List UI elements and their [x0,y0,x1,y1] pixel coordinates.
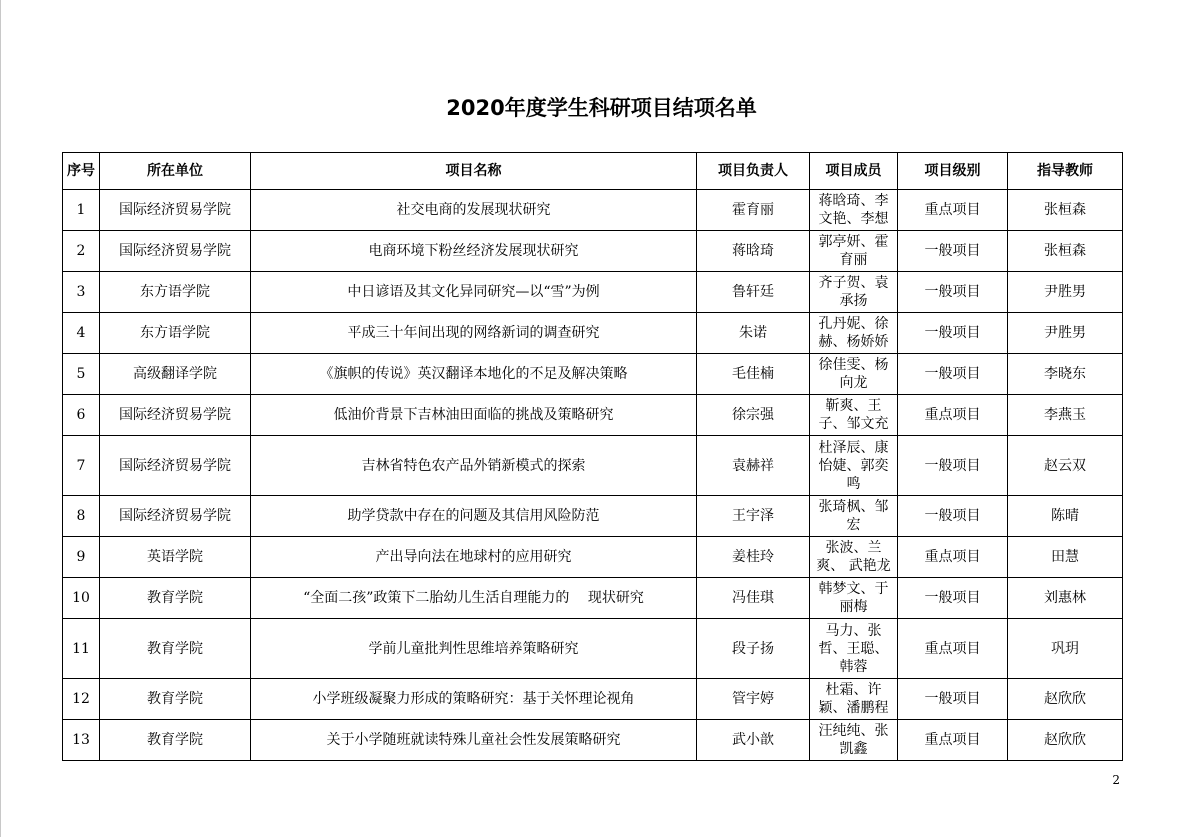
row-leader: 霍育丽 [697,190,810,231]
row-unit: 英语学院 [100,537,251,578]
row-number: 2 [63,231,100,272]
row-members: 汪纯纯、张凯鑫 [810,720,898,761]
table-row [63,395,1123,436]
row-project-name: 小学班级凝聚力形成的策略研究：基于关怀理论视角 [251,679,697,720]
row-number: 3 [63,272,100,313]
table-row [63,354,1123,395]
row-unit: 教育学院 [100,720,251,761]
row-unit: 国际经济贸易学院 [100,496,251,537]
row-members: 徐佳雯、杨向龙 [810,354,898,395]
table-row [63,619,1123,679]
row-members: 郭亭妍、霍育丽 [810,231,898,272]
row-leader: 毛佳楠 [697,354,810,395]
row-leader: 朱诺 [697,313,810,354]
row-unit: 高级翻译学院 [100,354,251,395]
table-row [63,720,1123,761]
row-leader: 鲁轩廷 [697,272,810,313]
row-members: 韩梦文、于丽梅 [810,578,898,619]
row-unit: 国际经济贸易学院 [100,436,251,496]
row-unit: 国际经济贸易学院 [100,395,251,436]
row-level: 一般项目 [898,578,1008,619]
row-project-name: 产出导向法在地球村的应用研究 [251,537,697,578]
row-members: 马力、张哲、王聪、韩蓉 [810,619,898,679]
row-number: 1 [63,190,100,231]
row-advisor: 李燕玉 [1008,395,1123,436]
row-level: 一般项目 [898,313,1008,354]
table-row [63,537,1123,578]
row-level: 一般项目 [898,231,1008,272]
row-number: 4 [63,313,100,354]
row-number: 8 [63,496,100,537]
row-unit: 教育学院 [100,679,251,720]
page-edge [0,0,1,837]
row-unit: 教育学院 [100,578,251,619]
row-advisor: 赵欣欣 [1008,679,1123,720]
row-project-name: 社交电商的发展现状研究 [251,190,697,231]
row-project-name: 《旗帜的传说》英汉翻译本地化的不足及解决策略 [251,354,697,395]
row-advisor: 李晓东 [1008,354,1123,395]
row-level: 一般项目 [898,436,1008,496]
row-leader: 管宇婷 [697,679,810,720]
header-project-name: 项目名称 [251,153,697,190]
row-project-name: “全面二孩”政策下二胎幼儿生活自理能力的 现状研究 [251,578,697,619]
row-level: 重点项目 [898,190,1008,231]
row-unit: 国际经济贸易学院 [100,231,251,272]
row-advisor: 赵欣欣 [1008,720,1123,761]
row-number: 11 [63,619,100,679]
row-project-name: 关于小学随班就读特殊儿童社会性发展策略研究 [251,720,697,761]
table-row [63,436,1123,496]
row-advisor: 巩玥 [1008,619,1123,679]
row-unit: 教育学院 [100,619,251,679]
row-project-name: 吉林省特色农产品外销新模式的探索 [251,436,697,496]
row-unit: 东方语学院 [100,272,251,313]
row-advisor: 田慧 [1008,537,1123,578]
table-row [63,496,1123,537]
row-advisor: 刘惠林 [1008,578,1123,619]
row-leader: 袁赫祥 [697,436,810,496]
row-level: 一般项目 [898,679,1008,720]
row-members: 张波、兰爽、 武艳龙 [810,537,898,578]
row-level: 重点项目 [898,395,1008,436]
header-unit: 所在单位 [100,153,251,190]
row-level: 重点项目 [898,619,1008,679]
row-leader: 冯佳琪 [697,578,810,619]
row-unit: 东方语学院 [100,313,251,354]
table-row [63,272,1123,313]
row-members: 张琦枫、邹宏 [810,496,898,537]
row-advisor: 尹胜男 [1008,313,1123,354]
document-title: 2020年度学生科研项目结项名单 [446,96,757,120]
row-number: 13 [63,720,100,761]
row-number: 10 [63,578,100,619]
table-row [63,231,1123,272]
row-project-name: 助学贷款中存在的问题及其信用风险防范 [251,496,697,537]
row-members: 靳爽、王子、邹文充 [810,395,898,436]
header-no: 序号 [63,153,100,190]
header-leader: 项目负责人 [697,153,810,190]
row-number: 7 [63,436,100,496]
row-advisor: 赵云双 [1008,436,1123,496]
header-advisor: 指导教师 [1008,153,1123,190]
row-level: 重点项目 [898,537,1008,578]
header-members: 项目成员 [810,153,898,190]
row-project-name: 平成三十年间出现的网络新词的调查研究 [251,313,697,354]
row-project-name: 电商环境下粉丝经济发展现状研究 [251,231,697,272]
table-row [63,578,1123,619]
row-leader: 姜桂玲 [697,537,810,578]
row-number: 9 [63,537,100,578]
row-level: 一般项目 [898,354,1008,395]
row-advisor: 尹胜男 [1008,272,1123,313]
row-number: 12 [63,679,100,720]
row-level: 重点项目 [898,720,1008,761]
row-advisor: 张桓森 [1008,231,1123,272]
row-leader: 武小歆 [697,720,810,761]
row-leader: 徐宗强 [697,395,810,436]
row-project-name: 中日谚语及其文化异同研究—以“雪”为例 [251,272,697,313]
row-members: 孔丹妮、徐赫、杨娇娇 [810,313,898,354]
row-advisor: 张桓森 [1008,190,1123,231]
header-level: 项目级别 [898,153,1008,190]
header-row [63,153,1123,190]
row-number: 6 [63,395,100,436]
row-number: 5 [63,354,100,395]
row-leader: 蒋晗琦 [697,231,810,272]
row-level: 一般项目 [898,272,1008,313]
page-number: 2 [1112,773,1120,787]
table-row [63,313,1123,354]
row-project-name: 学前儿童批判性思维培养策略研究 [251,619,697,679]
row-unit: 国际经济贸易学院 [100,190,251,231]
row-members: 杜泽辰、康怡婕、郭奕鸣 [810,436,898,496]
row-project-name: 低油价背景下吉林油田面临的挑战及策略研究 [251,395,697,436]
results-table [62,152,1123,761]
row-leader: 王宇泽 [697,496,810,537]
table-row [63,679,1123,720]
row-members: 蒋晗琦、李文艳、李想 [810,190,898,231]
row-level: 一般项目 [898,496,1008,537]
row-advisor: 陈晴 [1008,496,1123,537]
row-leader: 段子扬 [697,619,810,679]
table-row [63,190,1123,231]
row-members: 杜霜、许颖、潘鹏程 [810,679,898,720]
row-members: 齐子贺、袁承扬 [810,272,898,313]
